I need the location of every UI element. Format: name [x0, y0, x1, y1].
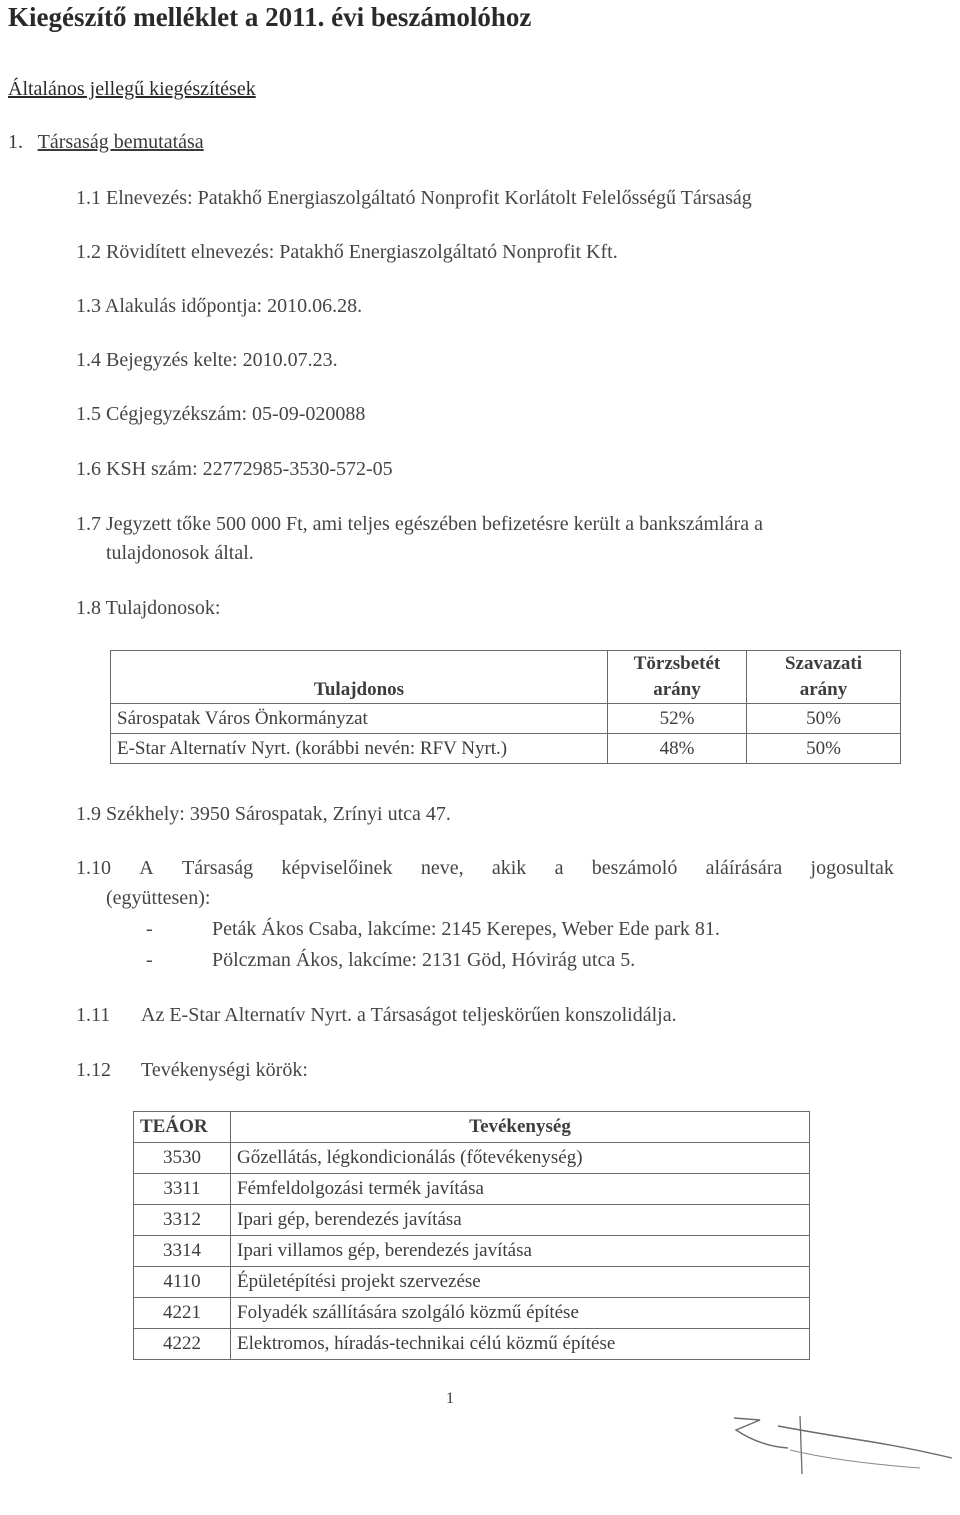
activity-code: 4110: [134, 1267, 231, 1298]
item-1-10-word: 1.10: [76, 857, 111, 879]
activity-code: 4221: [134, 1298, 231, 1329]
subsection-number: 1.: [8, 131, 23, 153]
item-1-12-text: Tevékenységi körök:: [141, 1059, 308, 1081]
table-row: [111, 704, 901, 734]
item-1-2: 1.2 Rövidített elnevezés: Patakhő Energiaszolgáltató Nonprofit Kft.: [76, 241, 618, 263]
item-1-10-word: a: [554, 857, 564, 879]
owners-table: [110, 650, 901, 764]
capital-share: 52%: [608, 704, 747, 734]
signature-image: [720, 1410, 955, 1480]
item-1-10-word: aláírására: [705, 857, 783, 879]
owner-column-header: Tulajdonos: [111, 651, 608, 704]
owner-name: E-Star Alternatív Nyrt. (korábbi nevén: RFV Nyrt.): [111, 734, 608, 764]
activity-code: 3311: [134, 1174, 231, 1205]
item-1-10-word: akik: [491, 857, 527, 879]
item-1-10-word: jogosultak: [810, 857, 894, 879]
item-1-10-line-1: [76, 857, 894, 880]
table-row: [134, 1205, 810, 1236]
vote-share: 50%: [747, 734, 901, 764]
item-1-6: 1.6 KSH szám: 22772985-3530-572-05: [76, 458, 393, 480]
item-1-10-line-2: (együttesen):: [106, 887, 211, 909]
table-row: [134, 1143, 810, 1174]
document-title: Kiegészítő melléklet a 2011. évi beszámolóhoz: [8, 2, 532, 32]
item-1-8: 1.8 Tulajdonosok:: [76, 597, 221, 619]
vote-header-line-2: arány: [799, 679, 848, 700]
item-1-7-line-1: 1.7 Jegyzett tőke 500 000 Ft, ami teljes egészében befizetésre került a bankszámlára a: [76, 513, 763, 535]
vote-column-header: [747, 651, 901, 704]
activity-code: 3530: [134, 1143, 231, 1174]
item-1-10-word: neve,: [420, 857, 464, 879]
capital-share: 48%: [608, 734, 747, 764]
item-1-7-line-2: tulajdonosok által.: [106, 542, 254, 564]
activity-code: 3312: [134, 1205, 231, 1236]
item-1-5: 1.5 Cégjegyzékszám: 05-09-020088: [76, 403, 366, 425]
activity-name: Fémfeldolgozási termék javítása: [231, 1174, 810, 1205]
capital-header-line-1: Törzsbetét: [633, 653, 721, 674]
item-1-11-number: 1.11: [76, 1004, 111, 1026]
owner-name: Sárospatak Város Önkormányzat: [111, 704, 608, 734]
representative-2: Pölczman Ákos, lakcíme: 2131 Göd, Hóvirág utca 5.: [212, 949, 636, 971]
list-bullet: -: [146, 918, 153, 940]
item-1-4: 1.4 Bejegyzés kelte: 2010.07.23.: [76, 349, 338, 371]
vote-header-line-1: Szavazati: [784, 653, 863, 674]
item-1-10-word: Társaság: [182, 857, 254, 879]
item-1-1: 1.1 Elnevezés: Patakhő Energiaszolgáltató Nonprofit Korlátolt Felelősségű Társaság: [76, 187, 752, 209]
activities-table: [133, 1111, 810, 1360]
owners-table-header: [111, 651, 901, 704]
activity-name: Gőzellátás, légkondicionálás (főtevékenység): [231, 1143, 810, 1174]
page-number: 1: [446, 1390, 454, 1407]
item-1-10-word: képviselőinek: [281, 857, 393, 879]
item-1-3: 1.3 Alakulás időpontja: 2010.06.28.: [76, 295, 363, 317]
item-1-9: 1.9 Székhely: 3950 Sárospatak, Zrínyi utca 47.: [76, 803, 451, 825]
activity-name: Folyadék szállítására szolgáló közmű építése: [231, 1298, 810, 1329]
code-column-header: TEÁOR: [134, 1112, 231, 1143]
table-row: [134, 1298, 810, 1329]
activity-code: 3314: [134, 1236, 231, 1267]
table-row: [134, 1174, 810, 1205]
activity-name: Ipari villamos gép, berendezés javítása: [231, 1236, 810, 1267]
vote-share: 50%: [747, 704, 901, 734]
activity-name: Épületépítési projekt szervezése: [231, 1267, 810, 1298]
activity-column-header: Tevékenység: [231, 1112, 810, 1143]
item-1-10-word: beszámoló: [591, 857, 678, 879]
table-row: [134, 1267, 810, 1298]
capital-column-header: [608, 651, 747, 704]
item-1-10-word: A: [139, 857, 154, 879]
item-1-12-number: 1.12: [76, 1059, 111, 1081]
activity-name: Ipari gép, berendezés javítása: [231, 1205, 810, 1236]
subsection-label: Társaság bemutatása: [37, 131, 204, 153]
activities-table-header: [134, 1112, 810, 1143]
section-heading: Általános jellegű kiegészítések: [8, 78, 256, 100]
capital-header-line-2: arány: [653, 679, 701, 700]
subsection-heading: [8, 131, 204, 154]
table-row: [111, 734, 901, 764]
item-1-11-text: Az E-Star Alternatív Nyrt. a Társaságot teljeskörűen konszolidálja.: [141, 1004, 677, 1026]
activity-code: 4222: [134, 1329, 231, 1360]
representative-1: Peták Ákos Csaba, lakcíme: 2145 Kerepes, Weber Ede park 81.: [212, 918, 720, 940]
table-row: [134, 1236, 810, 1267]
activity-name: Elektromos, híradás-technikai célú közmű építése: [231, 1329, 810, 1360]
list-bullet: -: [146, 949, 153, 971]
table-row: [134, 1329, 810, 1360]
